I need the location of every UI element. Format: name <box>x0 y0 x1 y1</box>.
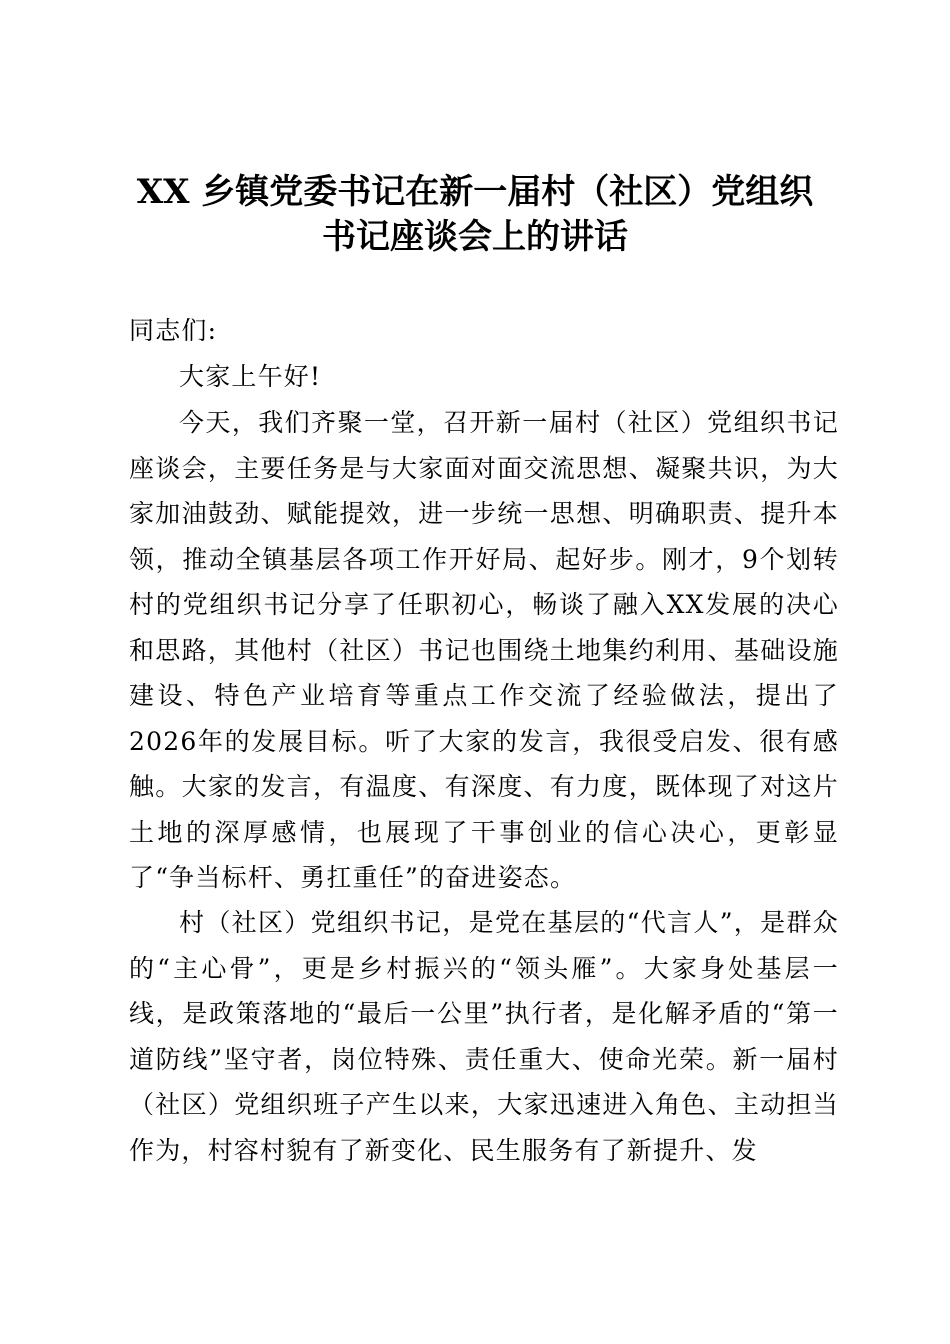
greeting: 大家上午好! <box>179 362 322 391</box>
salutation: 同志们: <box>129 316 218 345</box>
document-title-line-1: XX 乡镇党委书记在新一届村（社区）党组织 <box>136 172 814 212</box>
paragraph-1: 今天，我们齐聚一堂，召开新一届村（社区）党组织书记座谈会，主要任务是与大家面对面交流思想、凝聚共识，为大家加油鼓劲、赋能提效，进一步统一思想、明确职责、提升本领，推动全镇基层各项工作开好局、起好步。刚才，9个划转村的党组织书记分享了任职初心，畅谈了融入XX发展的决心和思路，其他村（社区）书记也围绕土地集约利用、基础设施建设、特色产业培育等重点工作交流了经验做法，提出了2026年的发展目标。听了大家的发言，我很受启发、很有感触。大家的发言，有温度、有深度、有力度，既体现了对这片土地的深厚感情，也展现了干事创业的信心决心，更彰显了“争当标杆、勇扛重任”的奋进姿态。 <box>129 408 839 892</box>
paragraph-2: 村（社区）党组织书记，是党在基层的“代言人”，是群众的“主心骨”，更是乡村振兴的“领头雁”。大家身处基层一线，是政策落地的“最后一公里”执行者，是化解矛盾的“第一道防线”坚守者，岗位特殊、责任重大、使命光荣。新一届村（社区）党组织班子产生以来，大家迅速进入角色、主动担当作为，村容村貌有了新变化、民生服务有了新提升、发 <box>129 908 839 1165</box>
document-title-line-2: 书记座谈会上的讲话 <box>322 217 628 257</box>
